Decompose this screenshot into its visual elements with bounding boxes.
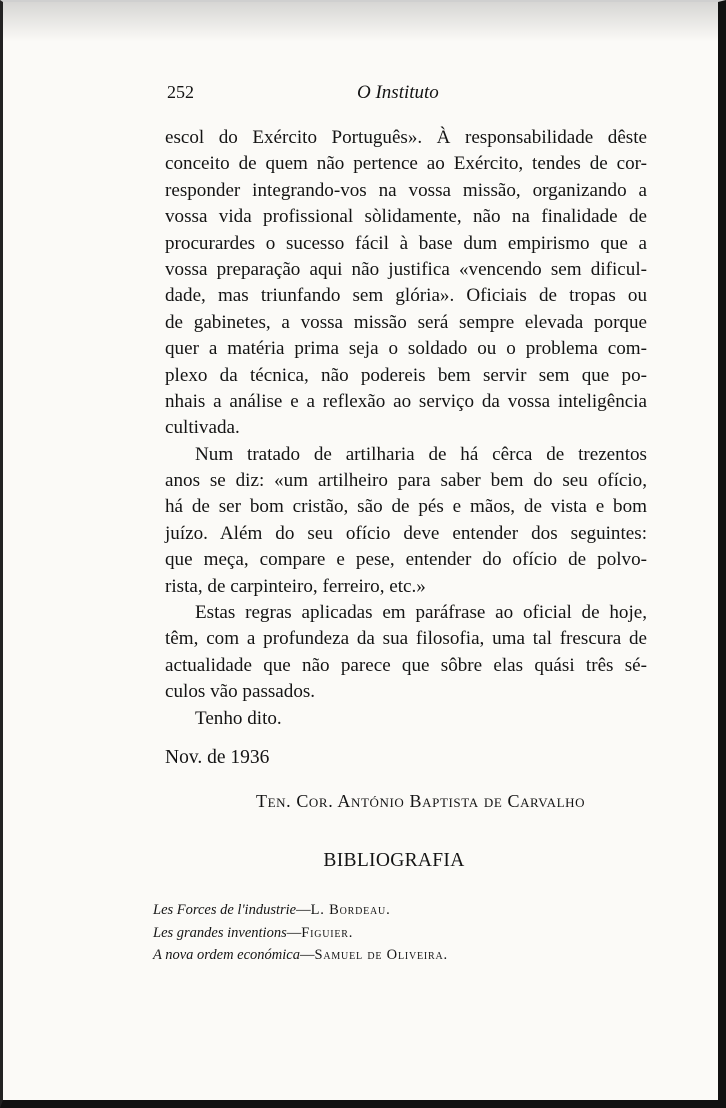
text-line: escol do Exército Português». À responsabilidade dêste (165, 127, 647, 148)
dash-separator: — (299, 947, 315, 964)
text-line: Num tratado de artilharia de há cêrca de trezentos (195, 443, 647, 465)
bibliography-author: Figuier. (301, 924, 354, 941)
text-line: têm, com a profundeza da sua filosofia, uma tal frescura de (165, 628, 647, 650)
closing-date: Nov. de 1936 (165, 747, 270, 768)
bibliography-heading: BIBLIOGRAFIA (323, 850, 465, 871)
bibliography-item (153, 944, 448, 967)
bibliography-title: A nova ordem económica (153, 947, 300, 964)
text-line: de gabinetes, a vossa missão será sempre elevada porque (165, 311, 647, 333)
text-line: nhais a análise e a reflexão ao serviço da vossa inteligência (165, 390, 647, 412)
body-text (165, 125, 647, 732)
text-line: vossa preparação aqui não justifica «vencendo sem dificul- (165, 258, 647, 280)
scan-shadow (3, 2, 718, 42)
bibliography-title: Les grandes inventions (153, 924, 287, 941)
bibliography-title: Les Forces de l'industrie (153, 902, 297, 918)
bibliography-list (153, 899, 448, 967)
text-line: responder integrando-vos na vossa missão, organizando a (165, 179, 647, 201)
dash-separator: — (296, 902, 311, 918)
bibliography-item (153, 922, 448, 945)
text-line: vossa vida profissional sòlidamente, não na finalidade de (165, 206, 647, 228)
signature: Ten. Cor. António Baptista de Carvalho (256, 791, 586, 811)
text-line: quer a matéria prima seja o soldado ou o problema com- (165, 338, 647, 360)
text-line: há de ser bom cristão, são de pés e mãos, de vista e bom (165, 496, 647, 518)
text-line: procurardes o sucesso fácil à base dum empirismo que a (165, 232, 647, 254)
text-line: Estas regras aplicadas em paráfrase ao oficial de hoje, (195, 602, 647, 624)
text-line: anos se diz: «um artilheiro para saber bem do seu ofício, (165, 470, 647, 492)
text-line: Tenho dito. (195, 707, 282, 729)
text-line: cultivada. (165, 417, 240, 439)
text-line: plexo da técnica, não podereis bem servir sem que po- (165, 364, 647, 386)
text-line: culos vão passados. (165, 681, 316, 703)
text-line: rista, de carpinteiro, ferreiro, etc.» (165, 575, 426, 597)
bibliography-author: Samuel de Oliveira. (314, 947, 448, 964)
page-number: 252 (167, 82, 194, 102)
text-line: dade, mas triunfando sem glória». Oficiais de tropas ou (165, 285, 647, 307)
dash-separator: — (286, 924, 302, 941)
text-line: conceito de quem não pertence ao Exército, tendes de cor- (165, 153, 647, 175)
bibliography-author: L. Bordeau. (310, 902, 391, 918)
running-title: O Instituto (357, 82, 439, 103)
text-line: juízo. Além do seu ofício deve entender dos seguintes: (165, 522, 647, 544)
bibliography-item (153, 899, 448, 922)
text-line: actualidade que não parece que sôbre elas quási três sé- (165, 654, 647, 676)
text-line: que meça, compare e pese, entender do ofício de polvo- (165, 549, 647, 571)
